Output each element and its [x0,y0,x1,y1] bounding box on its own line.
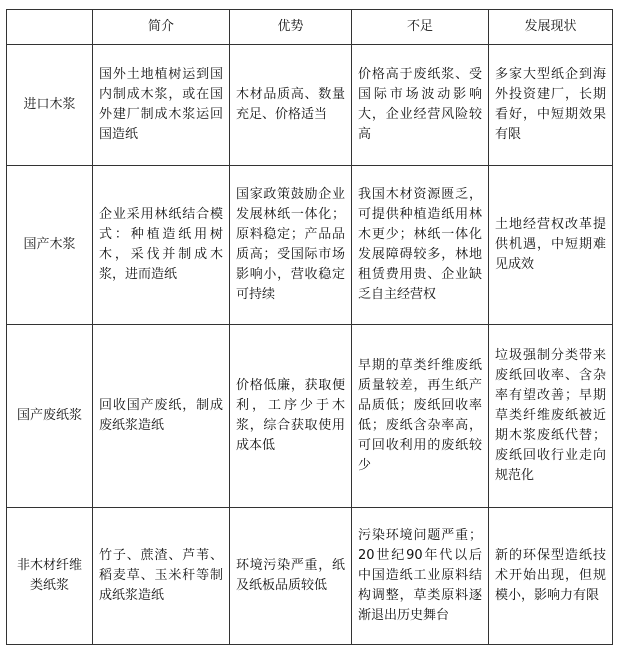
cell-status: 土地经营权改革提供机遇，中短期难见成效 [489,166,613,325]
row-category: 进口木浆 [7,45,93,166]
header-corner [7,10,93,45]
cell-advantage: 木材品质高、数量充足、价格适当 [230,45,352,166]
comparison-table-container [6,9,613,645]
pulp-comparison-table [6,9,613,645]
header-status: 发展现状 [489,10,613,45]
cell-status: 多家大型纸企到海外投资建厂，长期看好，中短期效果有限 [489,45,613,166]
cell-advantage: 价格低廉，获取便利，工序少于木浆，综合获取使用成本低 [230,325,352,508]
cell-shortcoming: 我国木材资源匮乏，可提供种植造纸用林木更少；林纸一体化发展障碍较多，林地租赁费用贵、企业缺乏自主经营权 [352,166,489,325]
cell-shortcoming: 早期的草类纤维废纸质量较差，再生纸产品质低；废纸回收率低；废纸含杂率高，可回收利用的废纸较少 [352,325,489,508]
table-row-non-wood-fiber-pulp [7,508,613,645]
cell-advantage: 国家政策鼓励企业发展林纸一体化；原料稳定；产品品质高；受国际市场影响小，营收稳定可持续 [230,166,352,325]
table-row-imported-wood-pulp [7,45,613,166]
cell-intro: 国外土地植树运到国内制成木浆，或在国外建厂制成木浆运回国造纸 [93,45,230,166]
cell-shortcoming: 污染环境问题严重；20世纪90年代以后中国造纸工业原料结构调整，草类原料逐渐退出历史舞台 [352,508,489,645]
header-shortcoming: 不足 [352,10,489,45]
cell-status: 新的环保型造纸技术开始出现，但规模小，影响力有限 [489,508,613,645]
cell-shortcoming: 价格高于废纸浆、受国际市场波动影响大，企业经营风险较高 [352,45,489,166]
cell-intro: 回收国产废纸，制成废纸浆造纸 [93,325,230,508]
cell-status: 垃圾强制分类带来废纸回收率、含杂率有望改善；早期草类纤维废纸被近期木浆废纸代替；废纸回收行业走向规范化 [489,325,613,508]
table-row-domestic-wood-pulp [7,166,613,325]
cell-intro: 竹子、蔗渣、芦苇、稻麦草、玉米秆等制成纸浆造纸 [93,508,230,645]
row-category: 非木材纤维类纸浆 [7,508,93,645]
cell-intro: 企业采用林纸结合模式：种植造纸用树木，采伐并制成木浆，进而造纸 [93,166,230,325]
row-category: 国产废纸浆 [7,325,93,508]
table-header-row [7,10,613,45]
header-advantage: 优势 [230,10,352,45]
row-category: 国产木浆 [7,166,93,325]
header-intro: 简介 [93,10,230,45]
cell-advantage: 环境污染严重，纸及纸板品质较低 [230,508,352,645]
table-row-domestic-waste-paper-pulp [7,325,613,508]
